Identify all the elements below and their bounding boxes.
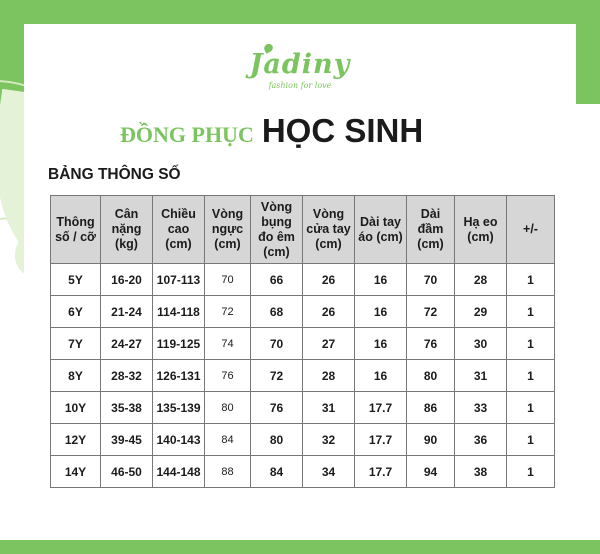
table-cell: 1 (507, 360, 555, 392)
table-cell: 28-32 (101, 360, 153, 392)
column-header: Hạ eo (cm) (455, 196, 507, 264)
table-cell: 68 (251, 296, 303, 328)
table-cell: 119-125 (153, 328, 205, 360)
table-cell: 70 (205, 264, 251, 296)
table-cell: 38 (455, 456, 507, 488)
table-cell: 6Y (51, 296, 101, 328)
table-cell: 31 (455, 360, 507, 392)
table-header-row (51, 196, 555, 264)
table-cell: 30 (455, 328, 507, 360)
table-cell: 114-118 (153, 296, 205, 328)
table-cell: 1 (507, 392, 555, 424)
table-cell: 46-50 (101, 456, 153, 488)
brand-name: Jadiny (249, 49, 351, 80)
table-cell: 66 (251, 264, 303, 296)
table-cell: 32 (303, 424, 355, 456)
column-header: Vòng bụng đo êm (cm) (251, 196, 303, 264)
table-cell: 16 (355, 328, 407, 360)
table-cell: 16 (355, 360, 407, 392)
table-cell: 39-45 (101, 424, 153, 456)
table-cell: 74 (205, 328, 251, 360)
table-title: BẢNG THÔNG SỐ (48, 166, 181, 183)
table-cell: 144-148 (153, 456, 205, 488)
column-header: Vòng ngực (cm) (205, 196, 251, 264)
table-row (51, 456, 555, 488)
table-cell: 12Y (51, 424, 101, 456)
table-cell: 5Y (51, 264, 101, 296)
table-cell: 16-20 (101, 264, 153, 296)
table-cell: 72 (407, 296, 455, 328)
title-part-1: ĐỒNG PHỤC (120, 122, 254, 147)
table-row (51, 296, 555, 328)
table-cell: 35-38 (101, 392, 153, 424)
table-cell: 80 (251, 424, 303, 456)
table-cell: 80 (205, 392, 251, 424)
table-cell: 90 (407, 424, 455, 456)
table-cell: 94 (407, 456, 455, 488)
table-cell: 10Y (51, 392, 101, 424)
table-row (51, 392, 555, 424)
brand-tagline: fashion for love (268, 81, 332, 90)
column-header: Thông số / cỡ (51, 196, 101, 264)
table-cell: 72 (205, 296, 251, 328)
table-row (51, 264, 555, 296)
size-table (50, 195, 555, 488)
table-row (51, 424, 555, 456)
table-cell: 1 (507, 424, 555, 456)
table-cell: 72 (251, 360, 303, 392)
table-cell: 7Y (51, 328, 101, 360)
table-cell: 1 (507, 264, 555, 296)
table-cell: 26 (303, 264, 355, 296)
table-cell: 126-131 (153, 360, 205, 392)
table-row (51, 360, 555, 392)
table-cell: 29 (455, 296, 507, 328)
table-cell: 76 (251, 392, 303, 424)
table-row (51, 328, 555, 360)
table-cell: 28 (303, 360, 355, 392)
bottom-band (0, 540, 600, 554)
table-cell: 17.7 (355, 456, 407, 488)
table-cell: 80 (407, 360, 455, 392)
table-cell: 16 (355, 264, 407, 296)
table-cell: 70 (407, 264, 455, 296)
column-header: Dài đầm (cm) (407, 196, 455, 264)
table-cell: 70 (251, 328, 303, 360)
column-header: +/- (507, 196, 555, 264)
column-header: Vòng cửa tay (cm) (303, 196, 355, 264)
column-header: Cân nặng (kg) (101, 196, 153, 264)
table-cell: 27 (303, 328, 355, 360)
page-title (120, 112, 500, 148)
table-cell: 140-143 (153, 424, 205, 456)
brand-logo (240, 48, 360, 98)
table-cell: 8Y (51, 360, 101, 392)
table-cell: 28 (455, 264, 507, 296)
table-cell: 76 (205, 360, 251, 392)
table-cell: 34 (303, 456, 355, 488)
table-cell: 76 (407, 328, 455, 360)
column-header: Chiều cao (cm) (153, 196, 205, 264)
table-cell: 26 (303, 296, 355, 328)
table-cell: 1 (507, 328, 555, 360)
table-cell: 33 (455, 392, 507, 424)
table-cell: 17.7 (355, 424, 407, 456)
table-cell: 16 (355, 296, 407, 328)
title-part-2: HỌC SINH (261, 112, 424, 149)
table-cell: 84 (205, 424, 251, 456)
table-cell: 36 (455, 424, 507, 456)
table-cell: 1 (507, 456, 555, 488)
table-cell: 84 (251, 456, 303, 488)
table-cell: 135-139 (153, 392, 205, 424)
table-cell: 107-113 (153, 264, 205, 296)
table-cell: 88 (205, 456, 251, 488)
column-header: Dài tay áo (cm) (355, 196, 407, 264)
table-cell: 14Y (51, 456, 101, 488)
table-cell: 24-27 (101, 328, 153, 360)
table-cell: 86 (407, 392, 455, 424)
table-cell: 1 (507, 296, 555, 328)
table-cell: 17.7 (355, 392, 407, 424)
table-cell: 31 (303, 392, 355, 424)
table-cell: 21-24 (101, 296, 153, 328)
